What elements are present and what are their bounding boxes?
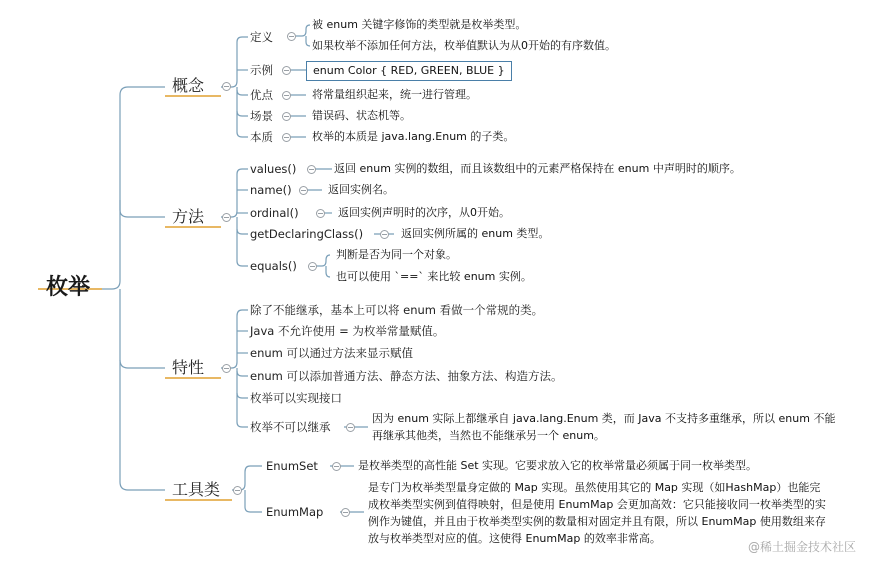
no-inherit-line-1: 因为 enum 实际上都继承自 java.lang.Enum 类，而 Java 不支持多重继承，所以 enum 不能 xyxy=(372,412,836,425)
feature-item[interactable]: 除了不能继承，基本上可以将 enum 看做一个常规的类。 xyxy=(250,303,544,317)
collapse-enumset-icon[interactable] xyxy=(332,462,341,471)
branch-methods[interactable]: 方法 xyxy=(172,207,205,226)
ordinal-text: 返回实例声明时的次序，从0开始。 xyxy=(338,206,510,219)
node-ordinal[interactable]: ordinal() xyxy=(250,206,299,220)
advantage-text: 将常量组织起来，统一进行管理。 xyxy=(312,88,477,101)
equals-line-1: 判断是否为同一个对象。 xyxy=(336,248,457,261)
collapse-tools-icon[interactable] xyxy=(233,486,242,495)
node-equals[interactable]: equals() xyxy=(250,259,297,273)
node-no-inherit[interactable]: 枚举不可以继承 xyxy=(250,420,331,434)
branch-features[interactable]: 特性 xyxy=(172,358,205,377)
watermark: @稀土掘金技术社区 xyxy=(748,540,857,554)
node-name[interactable]: name() xyxy=(250,183,292,197)
feature-item[interactable]: Java 不允许使用 = 为枚举常量赋值。 xyxy=(250,324,445,338)
collapse-advantage-icon[interactable] xyxy=(282,91,291,100)
node-enummap[interactable]: EnumMap xyxy=(266,505,324,519)
no-inherit-line-2: 再继承其他类，当然也不能继承另一个 enum。 xyxy=(372,429,605,442)
node-values[interactable]: values() xyxy=(250,162,297,176)
branch-tools[interactable]: 工具类 xyxy=(172,480,221,499)
collapse-example-icon[interactable] xyxy=(282,66,291,75)
collapse-essence-icon[interactable] xyxy=(282,133,291,142)
enumset-text: 是枚举类型的高性能 Set 实现。它要求放入它的枚举常量必须属于同一枚举类型。 xyxy=(358,459,758,472)
scenario-text: 错误码、状态机等。 xyxy=(312,109,411,122)
example-code: enum Color { RED, GREEN, BLUE } xyxy=(306,61,512,81)
node-getdeclaringclass[interactable]: getDeclaringClass() xyxy=(250,227,364,241)
node-enumset[interactable]: EnumSet xyxy=(266,459,318,473)
collapse-definition-icon[interactable] xyxy=(287,32,296,41)
collapse-features-icon[interactable] xyxy=(222,364,231,373)
feature-item[interactable]: 枚举可以实现接口 xyxy=(250,391,342,405)
node-example[interactable]: 示例 xyxy=(250,63,273,77)
collapse-values-icon[interactable] xyxy=(307,165,316,174)
collapse-concept-icon[interactable] xyxy=(222,82,231,91)
collapse-equals-icon[interactable] xyxy=(308,262,317,271)
node-definition[interactable]: 定义 xyxy=(250,30,273,44)
definition-line-1: 被 enum 关键字修饰的类型就是枚举类型。 xyxy=(312,18,527,31)
enummap-line-2: 成枚举类型实例到值得映射，但是使用 EnumMap 会更加高效：它只能接收同一枚举类型的实 xyxy=(368,498,826,511)
enummap-line-3: 例作为键值，并且由于枚举类型实例的数量相对固定并且有限，所以 EnumMap 使用数组来存 xyxy=(368,515,826,528)
node-essence[interactable]: 本质 xyxy=(250,130,273,144)
node-advantage[interactable]: 优点 xyxy=(250,88,273,102)
equals-line-2: 也可以使用 `==` 来比较 enum 实例。 xyxy=(336,270,532,283)
enummap-line-1: 是专门为枚举类型量身定做的 Map 实现。虽然使用其它的 Map 实现（如HashMap）也能完 xyxy=(368,481,821,494)
collapse-ordinal-icon[interactable] xyxy=(316,209,325,218)
collapse-getdeclaringclass-icon[interactable] xyxy=(380,230,389,239)
branch-concept[interactable]: 概念 xyxy=(172,76,205,95)
collapse-no-inherit-icon[interactable] xyxy=(346,423,355,432)
enummap-line-4: 放与枚举类型对应的值。这使得 EnumMap 的效率非常高。 xyxy=(368,532,661,545)
essence-text: 枚举的本质是 java.lang.Enum 的子类。 xyxy=(312,130,515,143)
values-text: 返回 enum 实例的数组，而且该数组中的元素严格保持在 enum 中声明时的顺序。 xyxy=(334,162,741,175)
definition-line-2: 如果枚举不添加任何方法，枚举值默认为从0开始的有序数值。 xyxy=(312,39,616,52)
node-scenario[interactable]: 场景 xyxy=(250,109,273,123)
getdeclaringclass-text: 返回实例所属的 enum 类型。 xyxy=(401,227,550,240)
collapse-methods-icon[interactable] xyxy=(222,213,231,222)
feature-item[interactable]: enum 可以添加普通方法、静态方法、抽象方法、构造方法。 xyxy=(250,369,563,383)
collapse-enummap-icon[interactable] xyxy=(341,508,350,517)
root-node[interactable]: 枚举 xyxy=(46,275,91,300)
collapse-name-icon[interactable] xyxy=(299,186,308,195)
collapse-scenario-icon[interactable] xyxy=(282,112,291,121)
name-text: 返回实例名。 xyxy=(328,183,394,196)
feature-item[interactable]: enum 可以通过方法来显示赋值 xyxy=(250,346,414,360)
